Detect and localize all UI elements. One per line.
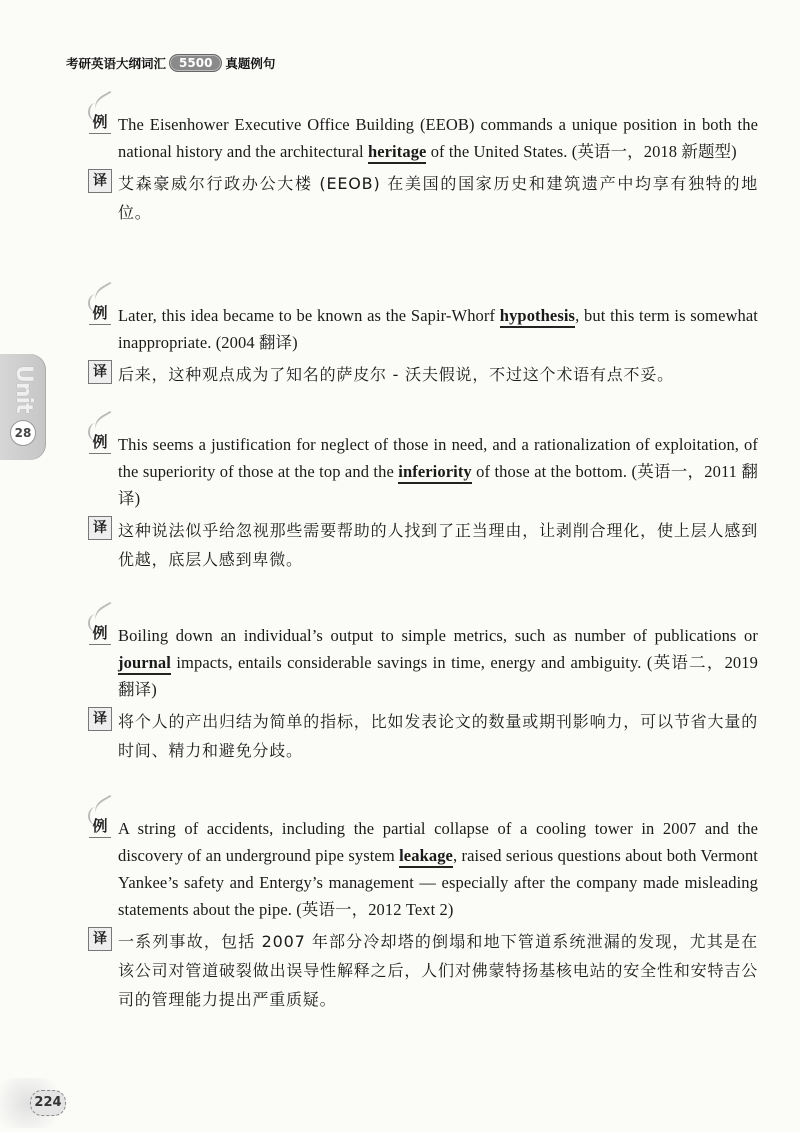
example-text: This seems a justification for neglect of those in need, and a rationalization of exploitation, of the superiority of those at the top and the inferiority of those at the bottom. (英语一，2011 翻译) xyxy=(118,435,759,508)
example-sentence xyxy=(88,431,758,512)
example-sentence xyxy=(88,815,758,923)
keyword: journal xyxy=(118,653,171,675)
example-marker-icon: 例 xyxy=(88,622,118,646)
header-count-badge: 5500 xyxy=(169,54,222,72)
keyword: hypothesis xyxy=(500,306,575,328)
translation-text: 这种说法似乎给忽视那些需要帮助的人找到了正当理由，让剥削合理化，使上层人感到优越，底层人感到卑微。 xyxy=(118,521,758,569)
example-text: The Eisenhower Executive Office Building (EEOB) commands a unique position in both the national history and the architectural heritage of the United States. (英语一，2018 新题型) xyxy=(118,111,758,165)
example-marker-icon: 例 xyxy=(88,302,118,326)
entry-hypothesis xyxy=(88,302,758,389)
translation-sentence xyxy=(88,360,758,389)
example-sentence xyxy=(88,622,758,703)
unit-label: Unit xyxy=(11,365,36,413)
example-marker-icon: 例 xyxy=(88,111,118,135)
translation-sentence xyxy=(88,927,758,1014)
entry-journal xyxy=(88,622,758,765)
translation-text: 后来，这种观点成为了知名的萨皮尔 - 沃夫假说，不过这个术语有点不妥。 xyxy=(118,365,674,384)
running-header xyxy=(66,52,275,74)
unit-number: 28 xyxy=(10,420,36,446)
example-marker-icon: 例 xyxy=(88,815,118,839)
keyword: leakage xyxy=(399,846,453,868)
entry-heritage xyxy=(88,111,758,227)
page-number: 224 xyxy=(30,1090,66,1116)
translation-sentence xyxy=(88,169,758,227)
translation-sentence xyxy=(88,707,758,765)
keyword: inferiority xyxy=(398,462,472,484)
example-sentence xyxy=(88,302,758,356)
translation-marker-icon: 译 xyxy=(88,169,118,193)
entry-leakage xyxy=(88,815,758,1014)
translation-marker-icon: 译 xyxy=(88,516,118,540)
translation-text: 一系列事故，包括 2007 年部分冷却塔的倒塌和地下管道系统泄漏的发现，尤其是在该公司对管道破裂做出误导性解释之后，人们对佛蒙特扬基核电站的安全性和安特吉公司的管理能力提出严重质疑。 xyxy=(118,932,758,1009)
unit-side-tab xyxy=(0,354,46,460)
example-text: Later, this idea became to be known as the Sapir-Whorf hypothesis, but this term is somewhat inappropriate. (2004 翻译) xyxy=(118,306,758,352)
example-sentence xyxy=(88,111,758,165)
header-title: 考研英语大纲词汇 xyxy=(66,56,167,71)
example-text: A string of accidents, including the partial collapse of a cooling tower in 2007 and the discovery of an underground pipe system leakage, raised serious questions about both Vermont Yankee’s safety and Entergy’s management — especially after the company made misleading statements about the pipe. (英语一，2012 Text 2) xyxy=(118,819,758,919)
example-text: Boiling down an individual’s output to simple metrics, such as number of publications or journal impacts, entails considerable savings in time, energy and ambiguity. (英语二，2019 翻译) xyxy=(118,626,758,699)
translation-marker-icon: 译 xyxy=(88,927,118,951)
header-suffix: 真题例句 xyxy=(225,56,276,71)
example-marker-icon: 例 xyxy=(88,431,118,455)
translation-marker-icon: 译 xyxy=(88,360,118,384)
keyword: heritage xyxy=(368,142,427,164)
translation-marker-icon: 译 xyxy=(88,707,118,731)
translation-text: 将个人的产出归结为简单的指标，比如发表论文的数量或期刊影响力，可以节省大量的时间、精力和避免分歧。 xyxy=(118,712,758,760)
entry-inferiority xyxy=(88,431,758,574)
translation-sentence xyxy=(88,516,758,574)
translation-text: 艾森豪威尔行政办公大楼 (EEOB) 在美国的国家历史和建筑遗产中均享有独特的地位。 xyxy=(118,174,758,222)
